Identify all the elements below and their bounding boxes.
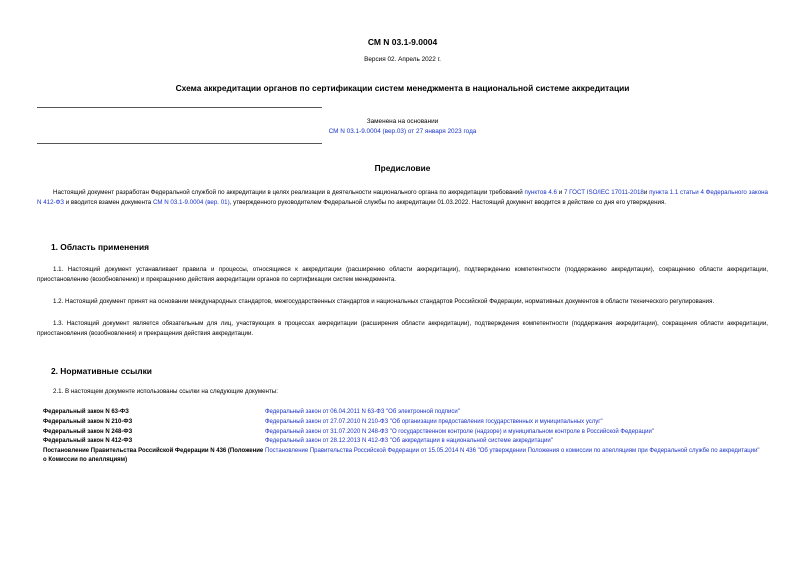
- preface-paragraph: [37, 188, 768, 207]
- section1-paragraph-3: 1.3. Настоящий документ является обязательным для лиц, участвующих в процессах аккредитации (расширения области аккредитации), подтверждения компетентности (поддержания аккредитации), сокращения области аккредитации, приостановления (возобновления) и прекращения действия аккредитации.: [37, 320, 768, 337]
- ref-name: Федеральный закон N 248-ФЗ: [43, 428, 133, 435]
- divider-bottom: [37, 143, 322, 144]
- ref-name: Федеральный закон N 210-ФЗ: [43, 418, 133, 425]
- divider-top: [37, 107, 322, 108]
- section1-heading: 1. Область применения: [51, 241, 149, 252]
- section2-paragraph-1: 2.1. В настоящем документе использованы ссылки на следующие документы:: [53, 387, 278, 395]
- table-row: [37, 428, 768, 438]
- section2-heading: 2. Нормативные ссылки: [51, 365, 152, 376]
- preface-text-b: и: [556, 189, 564, 197]
- ref-link[interactable]: Федеральный закон от 27.07.2010 N 210-ФЗ "Об организации предоставления государственных и муниципальных услуг": [265, 418, 603, 425]
- preface-text-a: Настоящий документ разработан Федеральной службой по аккредитации в целях реализации в деятельности национального органа по аккредитации требований: [53, 189, 525, 197]
- section1-paragraph-1: 1.1. Настоящий документ устанавливает правила и процессы, относящиеся к аккредитации (расширению области аккредитации), подтверждению компетентности (поддержанию аккредитации), сокращению области аккредитации, приостановлению (возобновлению) и прекращению действия аккредитации органов по сертификации систем менеджмента.: [37, 266, 768, 283]
- references-table: [37, 408, 768, 466]
- table-row: [37, 408, 768, 418]
- ref-link[interactable]: Федеральный закон от 06.04.2011 N 63-ФЗ "Об электронной подписи": [265, 408, 460, 415]
- table-row: [37, 447, 768, 466]
- ref-name: Постановление Правительства Российской Федерации N 436 (Положение о Комиссии по апелляциям): [43, 448, 264, 464]
- link-gost-points[interactable]: пунктов 4.6: [524, 189, 557, 197]
- ref-name: Федеральный закон N 63-ФЗ: [43, 408, 129, 415]
- ref-link[interactable]: Федеральный закон от 28.12.2013 N 412-ФЗ "Об аккредитации в национальной системе аккредитации": [265, 438, 553, 445]
- preface-text-c: и: [643, 189, 650, 197]
- document-title: Схема аккредитации органов по сертификации систем менеджмента в национальной системе аккредитации: [175, 83, 630, 94]
- ref-link[interactable]: Федеральный закон от 31.07.2020 N 248-ФЗ "О государственном контроле (надзоре) и муниципальном контроле в Российской Федерации": [265, 428, 654, 435]
- document-version: Версия 02. Апрель 2022 г.: [364, 55, 441, 63]
- ref-name: Федеральный закон N 412-ФЗ: [43, 438, 133, 445]
- replaced-label: Заменена на основании: [366, 117, 439, 125]
- preface-text-e: , утвержденного руководителем Федеральной службы по аккредитации 01.03.2022. Настоящий документ вводится в действие со дня его утверждения.: [229, 198, 667, 206]
- replaced-notice: [37, 117, 768, 137]
- link-gost-standard[interactable]: 7 ГОСТ ISO/IEC 17011-2018: [563, 189, 644, 197]
- table-row: [37, 418, 768, 428]
- link-law-412-point[interactable]: пункта 1.1 статьи 4 Федерального закона N 412-ФЗ: [37, 189, 768, 206]
- document-code: СМ N 03.1-9.0004: [367, 37, 438, 47]
- link-sm-v01[interactable]: СМ N 03.1-9.0004 (вер. 01): [152, 198, 230, 206]
- document-page: [37, 30, 768, 466]
- section1-paragraph-2: 1.2. Настоящий документ принят на основании международных стандартов, межгосударственных стандартов и национальных стандартов Российской Федерации, нормативных документов в области технического регулирования.: [53, 298, 715, 306]
- replaced-link[interactable]: СМ N 03.1-9.0004 (вер.03) от 27 января 2023 года: [328, 127, 477, 135]
- preface-text-d: и вводится взамен документа: [64, 198, 153, 206]
- preface-heading: Предисловие: [374, 162, 431, 173]
- ref-link[interactable]: Постановление Правительства Российской Федерации от 15.05.2014 N 436 "Об утверждении Положения о комиссии по апелляциям при Федеральной службе по аккредитации": [265, 448, 760, 455]
- table-row: [37, 437, 768, 447]
